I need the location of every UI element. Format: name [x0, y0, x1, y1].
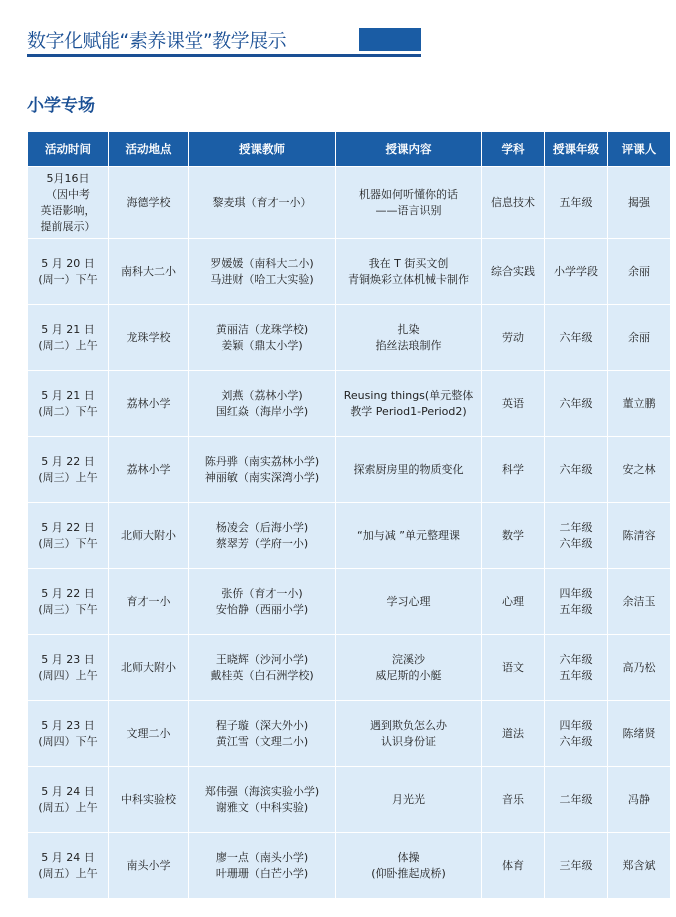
teacher-line: 黄丽洁（龙珠学校) — [215, 322, 309, 336]
cell-subject: 数学 — [482, 503, 545, 569]
cell-place: 龙珠学校 — [109, 305, 189, 371]
cell-reviewer: 陈绪贤 — [608, 701, 671, 767]
cell-place: 中科实验校 — [109, 767, 189, 833]
time-line: 5 月 22 日 — [41, 586, 95, 600]
grade-line: 五年级 — [559, 195, 593, 209]
content-line: 我在 T 街买文创 — [368, 256, 449, 270]
cell-grade — [545, 833, 608, 899]
grade-line: 六年级 — [559, 652, 593, 666]
cell-reviewer: 余丽 — [608, 305, 671, 371]
table-row — [28, 371, 671, 437]
cell-subject: 信息技术 — [482, 167, 545, 239]
content-line: 机器如何听懂你的话 — [359, 187, 458, 201]
time-line: (周二）上午 — [38, 338, 98, 352]
header-time: 活动时间 — [28, 132, 109, 167]
cell-subject: 音乐 — [482, 767, 545, 833]
cell-teachers — [189, 371, 336, 437]
cell-time — [28, 167, 109, 239]
schedule-table — [27, 131, 671, 899]
cell-grade — [545, 569, 608, 635]
time-line: (周四）下午 — [38, 734, 98, 748]
content-line: 认识身份证 — [381, 734, 436, 748]
teacher-line: 郑伟强（海滨实验小学) — [204, 784, 320, 798]
teacher-line: 黎麦琪（育才一小） — [212, 195, 312, 209]
cell-content — [336, 503, 482, 569]
teacher-line: 刘燕（荔林小学) — [221, 388, 303, 402]
cell-grade — [545, 503, 608, 569]
grade-line: 六年级 — [559, 396, 593, 410]
time-line: （因中考 — [46, 187, 90, 201]
time-line: 5 月 20 日 — [41, 256, 95, 270]
banner-title: 数字化赋能“素养课堂”教学展示 — [27, 30, 287, 52]
content-line: 学习心理 — [386, 594, 431, 608]
cell-content — [336, 833, 482, 899]
cell-time — [28, 305, 109, 371]
cell-teachers — [189, 569, 336, 635]
header-reviewer: 评课人 — [608, 132, 671, 167]
table-row — [28, 305, 671, 371]
teacher-line: 陈丹骅（南实荔林小学) — [204, 454, 320, 468]
table-header-row — [28, 132, 671, 167]
cell-grade — [545, 371, 608, 437]
cell-reviewer: 余丽 — [608, 239, 671, 305]
cell-time — [28, 767, 109, 833]
cell-content — [336, 239, 482, 305]
cell-subject: 语文 — [482, 635, 545, 701]
header-content: 授课内容 — [336, 132, 482, 167]
cell-subject: 心理 — [482, 569, 545, 635]
cell-grade — [545, 239, 608, 305]
content-line: 威尼斯的小艇 — [375, 668, 442, 682]
grade-line: 四年级 — [559, 718, 593, 732]
time-line: 5 月 24 日 — [41, 784, 95, 798]
cell-place: 北师大附小 — [109, 635, 189, 701]
teacher-line: 王晓辉（沙河小学) — [215, 652, 309, 666]
cell-place: 北师大附小 — [109, 503, 189, 569]
table-body — [28, 167, 671, 899]
time-line: 5 月 23 日 — [41, 652, 95, 666]
content-line: (仰卧推起成桥) — [371, 866, 446, 880]
cell-time — [28, 437, 109, 503]
teacher-line: 叶珊珊（白芒小学) — [215, 866, 309, 880]
grade-line: 六年级 — [559, 734, 593, 748]
cell-teachers — [189, 437, 336, 503]
time-line: (周三）下午 — [38, 602, 98, 616]
banner-accent-block — [359, 28, 421, 51]
teacher-line: 蔡翠芳（学府一小) — [215, 536, 309, 550]
cell-teachers — [189, 167, 336, 239]
content-line: 掐丝法琅制作 — [375, 338, 442, 352]
cell-time — [28, 371, 109, 437]
grade-line: 小学学段 — [554, 264, 598, 278]
cell-content — [336, 305, 482, 371]
time-line: 5 月 22 日 — [41, 454, 95, 468]
table-row — [28, 701, 671, 767]
cell-place: 育才一小 — [109, 569, 189, 635]
time-line: (周一）下午 — [38, 272, 98, 286]
time-line: 5 月 21 日 — [41, 388, 95, 402]
teacher-line: 马进财（哈工大实验) — [210, 272, 314, 286]
time-line: (周四）上午 — [38, 668, 98, 682]
cell-grade — [545, 767, 608, 833]
banner — [27, 25, 421, 57]
cell-teachers — [189, 767, 336, 833]
table-row — [28, 503, 671, 569]
cell-place: 荔林小学 — [109, 371, 189, 437]
cell-teachers — [189, 833, 336, 899]
cell-content — [336, 569, 482, 635]
grade-line: 二年级 — [559, 792, 593, 806]
cell-content — [336, 635, 482, 701]
grade-line: 三年级 — [559, 858, 593, 872]
cell-teachers — [189, 701, 336, 767]
cell-grade — [545, 305, 608, 371]
cell-teachers — [189, 305, 336, 371]
cell-place: 荔林小学 — [109, 437, 189, 503]
cell-time — [28, 635, 109, 701]
table-row — [28, 239, 671, 305]
cell-teachers — [189, 239, 336, 305]
grade-line: 五年级 — [559, 602, 593, 616]
content-line: 体操 — [397, 850, 420, 864]
table-row — [28, 167, 671, 239]
header-place: 活动地点 — [109, 132, 189, 167]
time-line: 5 月 21 日 — [41, 322, 95, 336]
teacher-line: 杨凌会（后海小学) — [215, 520, 309, 534]
time-line: (周五）上午 — [38, 800, 98, 814]
header-subject: 学科 — [482, 132, 545, 167]
cell-content — [336, 701, 482, 767]
content-line: 遇到欺负怎么办 — [370, 718, 447, 732]
table-row — [28, 437, 671, 503]
time-line: (周五）上午 — [38, 866, 98, 880]
cell-content — [336, 371, 482, 437]
content-line: 扎染 — [397, 322, 420, 336]
content-line: 探索厨房里的物质变化 — [353, 462, 464, 476]
content-line: ——语言识别 — [375, 203, 442, 217]
cell-reviewer: 郑含斌 — [608, 833, 671, 899]
time-line: (周二）下午 — [38, 404, 98, 418]
teacher-line: 戴桂英（白石洲学校) — [210, 668, 314, 682]
cell-reviewer: 余洁玉 — [608, 569, 671, 635]
table-row — [28, 833, 671, 899]
cell-teachers — [189, 503, 336, 569]
cell-reviewer: 高乃松 — [608, 635, 671, 701]
time-line: 5 月 23 日 — [41, 718, 95, 732]
section-title: 小学专场 — [27, 96, 95, 116]
teacher-line: 神丽敏（南实深湾小学) — [204, 470, 320, 484]
content-line: 浣溪沙 — [392, 652, 425, 666]
teacher-line: 罗媛媛（南科大二小) — [210, 256, 314, 270]
table-row — [28, 767, 671, 833]
teacher-line: 程子璇（深大外小) — [215, 718, 309, 732]
time-line: 5 月 24 日 — [41, 850, 95, 864]
teacher-line: 安怡静（西丽小学) — [215, 602, 309, 616]
cell-content — [336, 167, 482, 239]
cell-grade — [545, 167, 608, 239]
teacher-line: 谢雅文（中科实验) — [215, 800, 309, 814]
cell-grade — [545, 635, 608, 701]
time-line: (周三）上午 — [38, 470, 98, 484]
cell-time — [28, 239, 109, 305]
cell-subject: 科学 — [482, 437, 545, 503]
teacher-line: 廖一点（南头小学) — [215, 850, 309, 864]
time-line: 英语影响， — [40, 203, 96, 217]
cell-time — [28, 833, 109, 899]
teacher-line: 国红焱（海岸小学) — [215, 404, 309, 418]
cell-subject: 英语 — [482, 371, 545, 437]
cell-subject: 道法 — [482, 701, 545, 767]
cell-reviewer: 揭强 — [608, 167, 671, 239]
cell-reviewer: 陈清容 — [608, 503, 671, 569]
teacher-line: 张侨（育才一小) — [221, 586, 303, 600]
time-line: 5月16日 — [46, 171, 90, 185]
cell-time — [28, 701, 109, 767]
time-line: 5 月 22 日 — [41, 520, 95, 534]
header-grade: 授课年级 — [545, 132, 608, 167]
table-row — [28, 635, 671, 701]
cell-grade — [545, 437, 608, 503]
grade-line: 六年级 — [559, 536, 593, 550]
cell-place: 文理二小 — [109, 701, 189, 767]
cell-time — [28, 569, 109, 635]
cell-reviewer: 冯静 — [608, 767, 671, 833]
cell-subject: 综合实践 — [482, 239, 545, 305]
content-line: 教学 Period1-Period2) — [350, 404, 467, 418]
grade-line: 二年级 — [559, 520, 593, 534]
cell-teachers — [189, 635, 336, 701]
teacher-line: 黄江雪（文理二小) — [215, 734, 309, 748]
grade-line: 四年级 — [559, 586, 593, 600]
table-row — [28, 569, 671, 635]
time-line: 提前展示） — [40, 219, 96, 233]
cell-content — [336, 437, 482, 503]
grade-line: 五年级 — [559, 668, 593, 682]
teacher-line: 姜颖（鼎太小学) — [221, 338, 303, 352]
cell-reviewer: 董立鹏 — [608, 371, 671, 437]
content-line: 青铜焕彩立体机械卡制作 — [348, 272, 469, 286]
content-line: 月光光 — [392, 792, 425, 806]
content-line: Reusing things(单元整体 — [343, 388, 474, 402]
time-line: (周三）下午 — [38, 536, 98, 550]
cell-grade — [545, 701, 608, 767]
cell-time — [28, 503, 109, 569]
cell-place: 海德学校 — [109, 167, 189, 239]
content-line: “加与减 ”单元整理课 — [357, 528, 460, 542]
cell-subject: 体育 — [482, 833, 545, 899]
grade-line: 六年级 — [559, 462, 593, 476]
cell-place: 南科大二小 — [109, 239, 189, 305]
cell-place: 南头小学 — [109, 833, 189, 899]
cell-reviewer: 安之林 — [608, 437, 671, 503]
cell-content — [336, 767, 482, 833]
grade-line: 六年级 — [559, 330, 593, 344]
cell-subject: 劳动 — [482, 305, 545, 371]
header-teachers: 授课教师 — [189, 132, 336, 167]
